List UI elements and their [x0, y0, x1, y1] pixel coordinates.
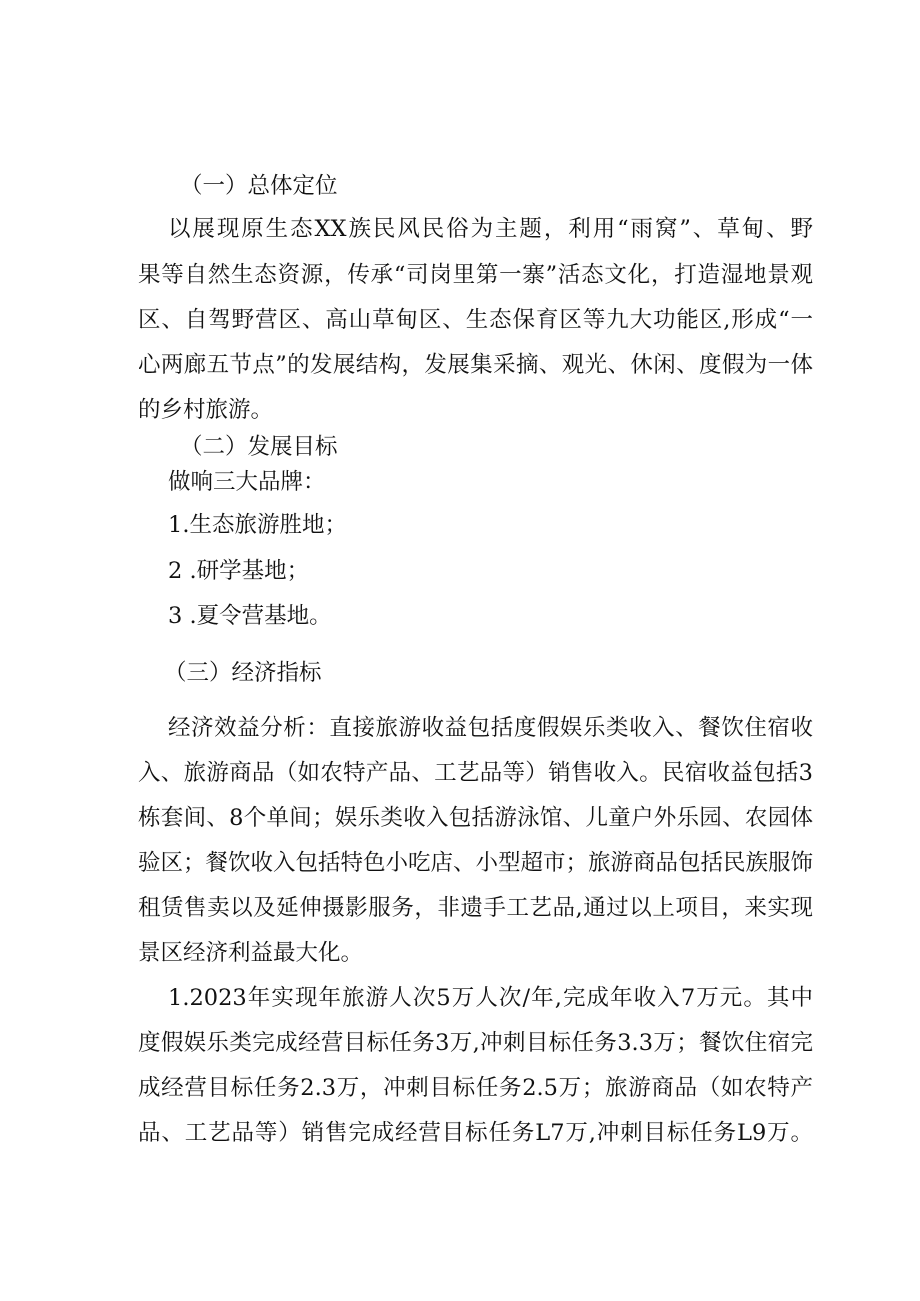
paragraph-line: 租赁售卖以及延伸摄影服务，非遗手工艺品,通过以上项目，来实现 [138, 895, 813, 921]
paragraph-line: 景区经济利益最大化。 [138, 940, 364, 966]
paragraph-line: 以展现原生态XX族民风民俗为主题，利用“雨窝”、草甸、野 [168, 216, 813, 242]
paragraph-line: 验区；餐饮收入包括特色小吃店、小型超市；旅游商品包括民族服饰 [138, 850, 814, 876]
section-heading-overall-positioning: （一）总体定位 [180, 173, 338, 199]
goals-intro: 做响三大品牌： [168, 469, 326, 495]
paragraph-line: 成经营目标任务2.3万，冲刺目标任务2.5万；旅游商品（如农特产 [138, 1075, 813, 1101]
paragraph-line: 栋套间、8个单间；娱乐类收入包括游泳馆、儿童户外乐园、农园体 [138, 805, 813, 831]
paragraph-line: 果等自然生态资源，传承“司岗里第一寨”活态文化，打造湿地景观 [138, 262, 813, 288]
paragraph-line: 区、自驾野营区、高山草甸区、生态保育区等九大功能区,形成“一 [138, 307, 813, 333]
paragraph-line: 品、工艺品等）销售完成经营目标任务L7万,冲刺目标任务L9万。 [138, 1120, 813, 1146]
paragraph-line: 经济效益分析：直接旅游收益包括度假娱乐类收入、餐饮住宿收 [168, 715, 813, 741]
list-item: 2 .研学基地； [168, 558, 310, 584]
list-item: 1.生态旅游胜地； [168, 512, 347, 538]
paragraph-line: 度假娱乐类完成经营目标任务3万,冲刺目标任务3.3万；餐饮住宿完 [138, 1030, 813, 1056]
paragraph-line: 入、旅游商品（如农特产品、工艺品等）销售收入。民宿收益包括3 [138, 760, 813, 786]
paragraph-line: 的乡村旅游。 [138, 397, 274, 423]
paragraph-line: 1.2023年实现年旅游人次5万人次/年,完成年收入7万元。其中 [168, 985, 813, 1011]
list-item: 3 .夏令营基地。 [168, 603, 332, 629]
section-heading-economic-indicators: （三）经济指标 [164, 660, 322, 686]
paragraph-line: 心两廊五节点”的发展结构，发展集采摘、观光、休闲、度假为一体 [138, 352, 813, 378]
section-heading-development-goals: （二）发展目标 [180, 434, 338, 460]
